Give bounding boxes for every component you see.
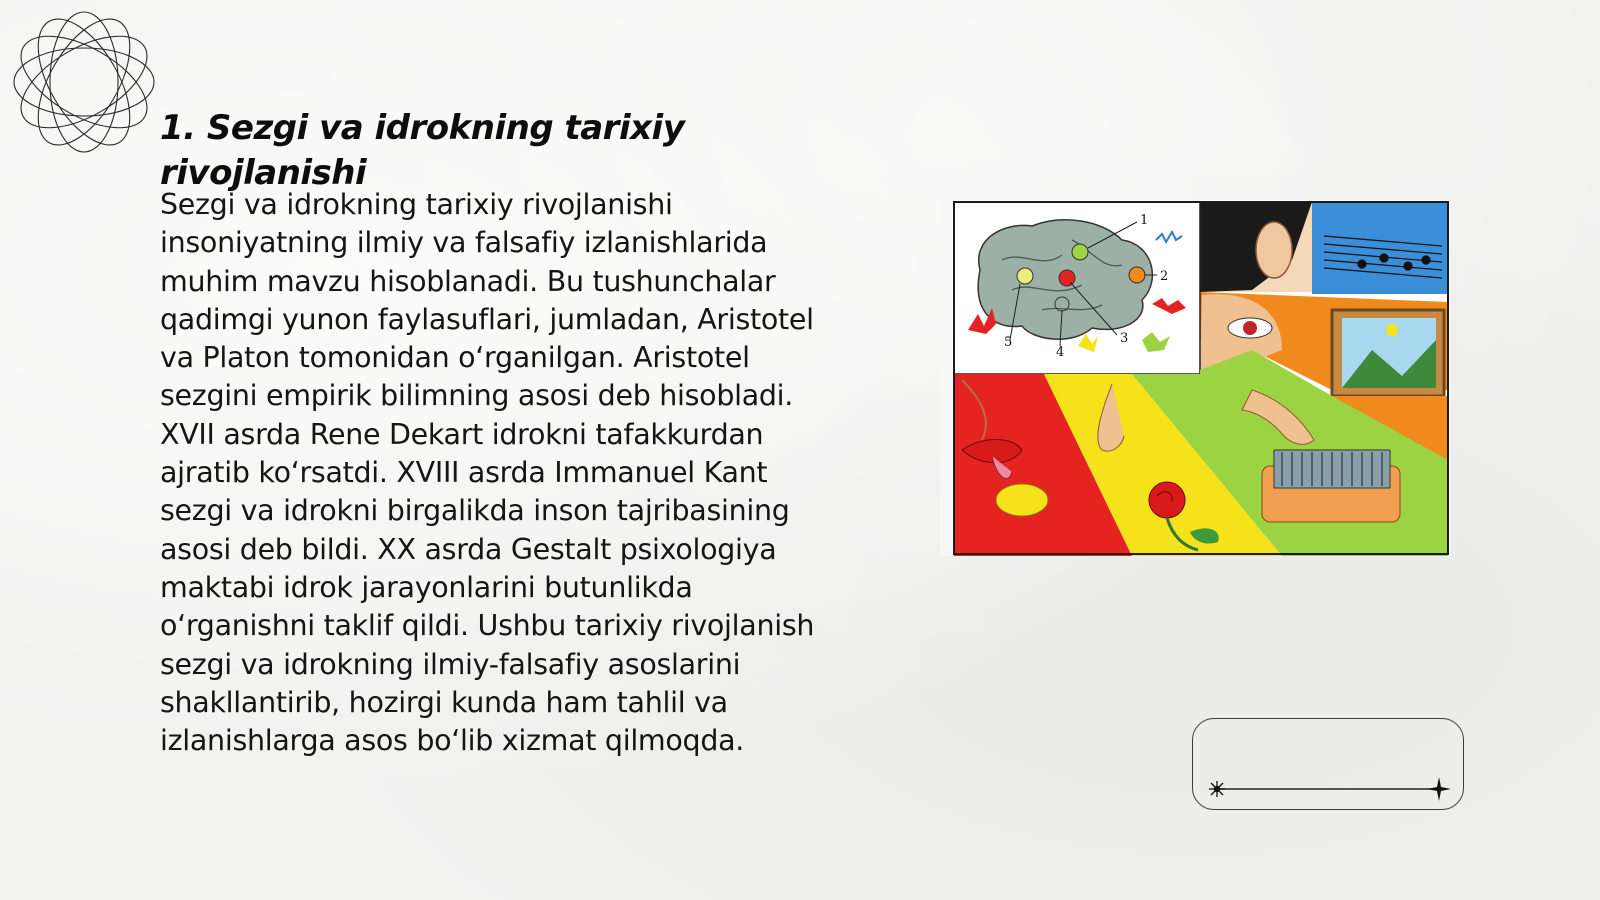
- slide-body-text: Sezgi va idrokning tarixiy rivojlanishi insoniyatning ilmiy va falsafiy izlanishlarida muhim mavzu hisoblanadi. Bu tushunchalar qadimgi yunon faylasuflari, jumladan, Aristotel va Platon tomonidan o‘rganilgan. Aristotel sezgini empirik bilimning asosi deb hisobladi. XVII asrda Rene Dekart idrokni tafakkurdan ajratib ko‘rsatdi. XVIII asrda Immanuel Kant sezgi va idrokni birgalikda inson tajribasining asosi deb bildi. XX asrda Gestalt psixologiya maktabi idrok jarayonlarini butunlikda o‘rganishni taklif qildi. Ushbu tarixiy rivojlanish sezgi va idrokning ilmiy-falsafiy asoslarini shakllantirib, hozirgi kunda ham tahlil va izlanishlarga asos bo‘lib xizmat qilmoqda.: [160, 188, 815, 758]
- senses-illustration: [952, 200, 1450, 556]
- slide-title: 1. Sezgi va idrokning tarixiy rivojlanishi: [160, 108, 685, 193]
- brain-label-1: 1: [1140, 213, 1149, 228]
- sparkle-icon: [1427, 777, 1451, 801]
- starburst-icon: [1209, 781, 1225, 797]
- brain-label-2: 2: [1160, 269, 1169, 284]
- brain-label-3: 3: [1120, 331, 1129, 346]
- timeline-card: [1192, 718, 1464, 810]
- geometric-orb-icon: [10, 8, 158, 156]
- brain-label-5: 5: [1004, 335, 1013, 350]
- brain-label-4: 4: [1056, 345, 1065, 360]
